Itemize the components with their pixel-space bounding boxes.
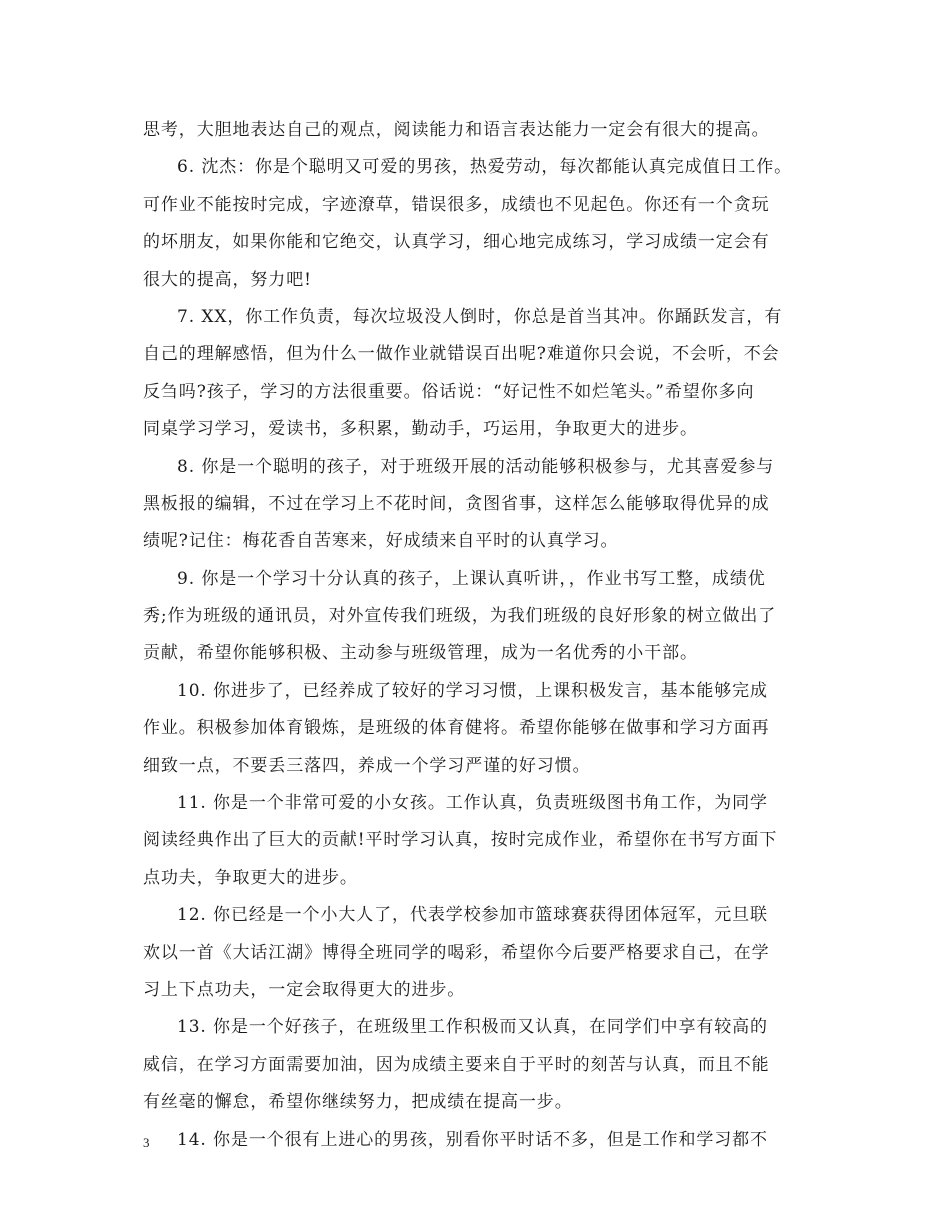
paragraph-12-line-2: 欢以一首《大话江湖》博得全班同学的喝彩，希望你今后要严格要求自己，在学 [143,942,770,963]
text-line: 思考，大胆地表达自己的观点，阅读能力和语言表达能力一定会有很大的提高。 [143,120,770,140]
paragraph-9-line-1: 9. 你是一个学习十分认真的孩子，上课认真听讲，，作业书写工整，成绩优 [177,568,766,589]
paragraph-13-line-2: 威信，在学习方面需要加油，因为成绩主要来自于平时的刻苦与认真，而且不能 [143,1054,770,1075]
paragraph-10-line-1: 10. 你进步了，已经养成了较好的学习习惯，上课积极发言，基本能够完成 [177,680,768,701]
paragraph-14-line-1: 14. 你是一个很有上进心的男孩，别看你平时话不多，但是工作和学习都不 [177,1129,768,1150]
paragraph-8-line-2: 黑板报的编辑，不过在学习上不花时间，贪图省事，这样怎么能够取得优异的成 [143,493,770,514]
paragraph-8-line-3: 绩呢?记住：梅花香自苦寒来，好成绩来自平时的认真学习。 [143,531,619,552]
paragraph-9-line-3: 贡献，希望你能够积极、主动参与班级管理，成为一名优秀的小干部。 [143,643,698,664]
paragraph-6-line-3: 的坏朋友，如果你能和它绝交，认真学习，细心地完成练习，学习成绩一定会有 [143,232,770,253]
paragraph-11-line-2: 阅读经典作出了巨大的贡献!平时学习认真，按时完成作业，希望你在书写方面下 [143,830,778,851]
paragraph-7-line-1: 7. XX，你工作负责，每次垃圾没人倒时，你总是首当其冲。你踊跃发言，有 [177,306,783,327]
paragraph-12-line-3: 习上下点功夫，一定会取得更大的进步。 [143,979,466,1000]
paragraph-9-line-2: 秀;作为班级的通讯员，对外宣传我们班级，为我们班级的良好形象的树立做出了 [143,606,777,627]
paragraph-7-line-3: 反刍吗?孩子，学习的方法很重要。俗话说：“好记性不如烂笔头。”希望你多向 [143,381,755,402]
paragraph-11-line-1: 11. 你是一个非常可爱的小女孩。工作认真，负责班级图书角工作，为同学 [177,793,768,814]
page-number: 3 [143,1135,150,1150]
paragraph-13-line-3: 有丝毫的懈怠，希望你继续努力，把成绩在提高一步。 [143,1092,573,1113]
paragraph-6-line-1: 6. 沈杰：你是个聪明又可爱的男孩，热爱劳动，每次都能认真完成值日工作。 [177,157,793,178]
paragraph-6-line-2: 可作业不能按时完成，字迹潦草，错误很多，成绩也不见起色。你还有一个贪玩 [143,194,770,215]
paragraph-12-line-1: 12. 你已经是一个小大人了，代表学校参加市篮球赛获得团体冠军，元旦联 [177,905,768,926]
paragraph-7-line-4: 同桌学习学习，爱读书，多积累，勤动手，巧运用，争取更大的进步。 [143,419,698,440]
paragraph-10-line-3: 细致一点，不要丢三落四，养成一个学习严谨的好习惯。 [143,755,591,776]
paragraph-13-line-1: 13. 你是一个好孩子，在班级里工作积极而又认真，在同学们中享有较高的 [177,1017,768,1038]
paragraph-7-line-2: 自己的理解感悟，但为什么一做作业就错误百出呢?难道你只会说，不会听，不会 [143,344,780,365]
paragraph-8-line-1: 8. 你是一个聪明的孩子，对于班级开展的活动能够积极参与，尤其喜爱参与 [177,456,775,477]
paragraph-10-line-2: 作业。积极参加体育锻炼，是班级的体育健将。希望你能够在做事和学习方面再 [143,718,770,739]
document-body [143,112,808,1159]
paragraph-6-line-4: 很大的提高，努力吧! [143,269,312,290]
paragraph-11-line-3: 点功夫，争取更大的进步。 [143,867,358,888]
